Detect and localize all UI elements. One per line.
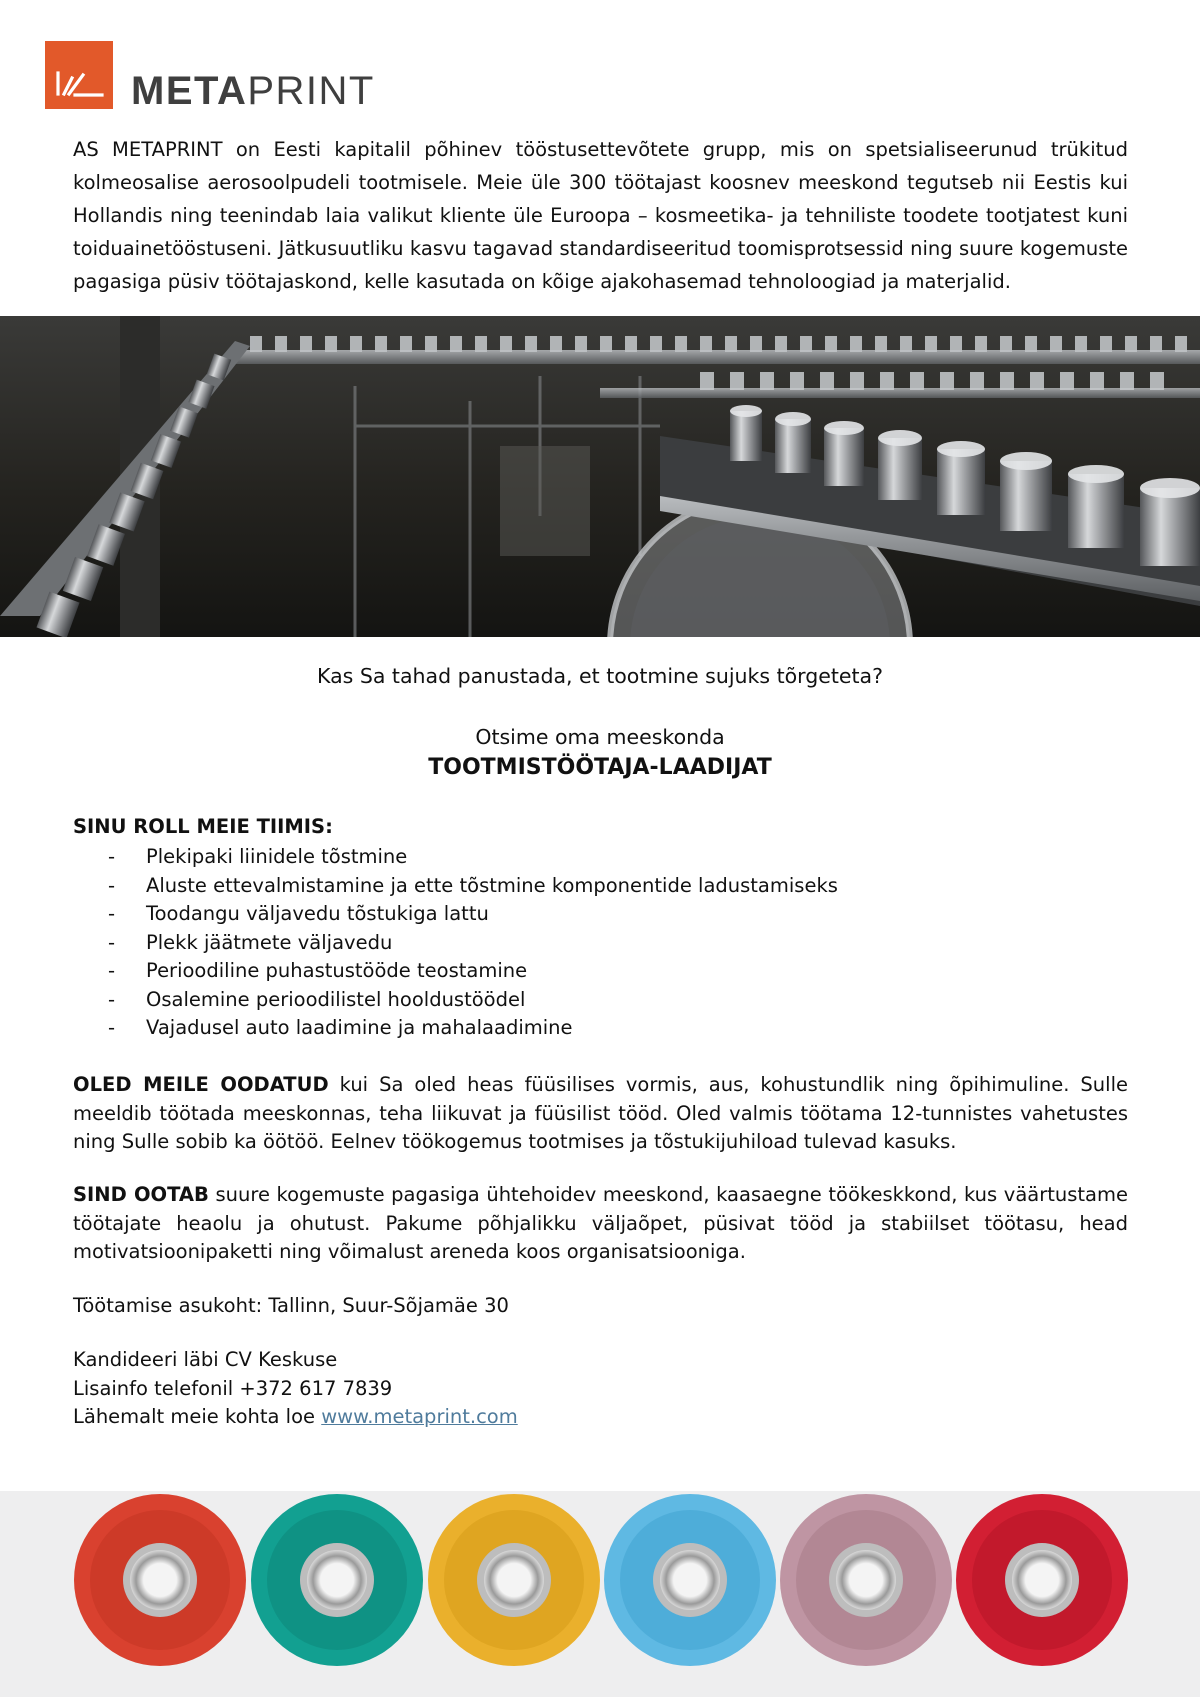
lid-red — [74, 1494, 246, 1666]
logo-wordmark — [131, 71, 375, 111]
duty-text: Plekipaki liinidele tõstmine — [146, 845, 408, 868]
list-item: - Plekipaki liinidele tõstmine — [108, 845, 408, 868]
duty-text: Toodangu väljavedu tõstukiga lattu — [146, 902, 489, 925]
offer-lead: SIND OOTAB — [73, 1183, 209, 1206]
job-title: TOOTMISTÖÖTAJA-LAADIJAT — [428, 755, 772, 780]
production-line-photo — [0, 316, 1200, 637]
intro-paragraph: AS METAPRINT on Eesti kapitalil põhinev tööstusettevõtete grupp, mis on spetsialiseerunud trükitud kolmeosalise aerosoolpudeli tootmisele. Meie üle 300 töötajast koosnev meeskond tegutseb nii Eestis kui Hollandis ning teenindab laia valikut kliente üle Euroopa – kosmeetika- ja tehniliste toodete tootjatest kuni toiduainetööstuseni. Jätkusuutliku kasvu tagavad standardiseeritud toomisprotsessid ning suure kogemuste pagasiga püsiv töötajaskond, kelle kasutada on kõige ajakohasemad tehnoloogiad ja materjalid. — [73, 138, 1128, 293]
list-item: - Plekk jäätmete väljavedu — [108, 930, 393, 954]
duties-list — [108, 843, 838, 1043]
work-location: Töötamise asukoht: Tallinn, Suur-Sõjamäe 30 — [73, 1294, 509, 1317]
website-link[interactable]: www.metaprint.com — [321, 1405, 518, 1428]
offer-text: suure kogemuste pagasiga ühtehoidev meeskond, kaasaegne töökeskkond, kus väärtustame töötajate heaolu ja ohutust. Pakume põhjalikku väljaõpet, püsivat tööd ja stabiilset töötasu, head motivatsioonipaketti ning võimalust areneda koos organisatsiooniga. — [73, 1183, 1128, 1263]
duty-text: Plekk jäätmete väljavedu — [146, 930, 393, 954]
apply-text: Kandideeri läbi CV Keskuse — [73, 1348, 338, 1371]
duty-text: Perioodiline puhastustööde teostamine — [146, 959, 528, 982]
lid-crimson — [956, 1494, 1128, 1666]
colored-lids-photo — [0, 1491, 1200, 1697]
list-item: - Vajadusel auto laadimine ja mahalaadimine — [108, 1016, 573, 1039]
expected-text: kui Sa oled heas füüsilises vormis, aus, kohustundlik ning õpihimuline. Sulle meeldib töötada meeskonnas, teha liikuvat ja füüsilist tööd. Oled valmis töötama 12-tunnistes vahetustes ning Sulle sobib ka öötöö. Eelnev töökogemus tootmises ja tõstukijuhiload tulevad kasuks. — [73, 1073, 1128, 1153]
logo-text-light: PRINT — [247, 69, 375, 113]
list-item: - Toodangu väljavedu tõstukiga lattu — [108, 902, 489, 925]
offer-paragraph — [73, 1181, 1128, 1267]
more-info-line — [73, 1403, 518, 1432]
lid-yellow — [428, 1494, 600, 1666]
list-item: - Aluste ettevalmistamine ja ette tõstmine komponentide ladustamiseks — [108, 873, 838, 897]
lid-teal — [251, 1494, 423, 1666]
role-heading: SINU ROLL MEIE TIIMIS: — [73, 815, 333, 838]
duty-text: Vajadusel auto laadimine ja mahalaadimine — [146, 1016, 573, 1039]
phone-text: Lisainfo telefonil +372 617 7839 — [73, 1376, 393, 1400]
list-item: - Perioodiline puhastustööde teostamine — [108, 959, 528, 982]
logo-text-bold: META — [131, 69, 248, 113]
more-info-prefix: Lähemalt meie kohta loe — [73, 1405, 322, 1428]
lid-pink — [780, 1494, 952, 1666]
logo-mark-icon — [45, 41, 113, 109]
seeking-text: Otsime oma meeskonda — [475, 725, 725, 749]
duty-text: Osalemine perioodilistel hooldustöödel — [146, 987, 526, 1011]
list-item: - Osalemine perioodilistel hooldustöödel — [108, 987, 526, 1011]
expected-paragraph — [73, 1071, 1128, 1157]
intro-question: Kas Sa tahad panustada, et tootmine sujuks tõrgeteta? — [316, 664, 883, 688]
company-logo — [45, 41, 385, 111]
expected-lead: OLED MEILE OODATUD — [73, 1073, 329, 1096]
duty-text: Aluste ettevalmistamine ja ette tõstmine komponentide ladustamiseks — [146, 873, 838, 897]
contact-block — [73, 1346, 518, 1432]
lid-light-blue — [604, 1494, 776, 1666]
